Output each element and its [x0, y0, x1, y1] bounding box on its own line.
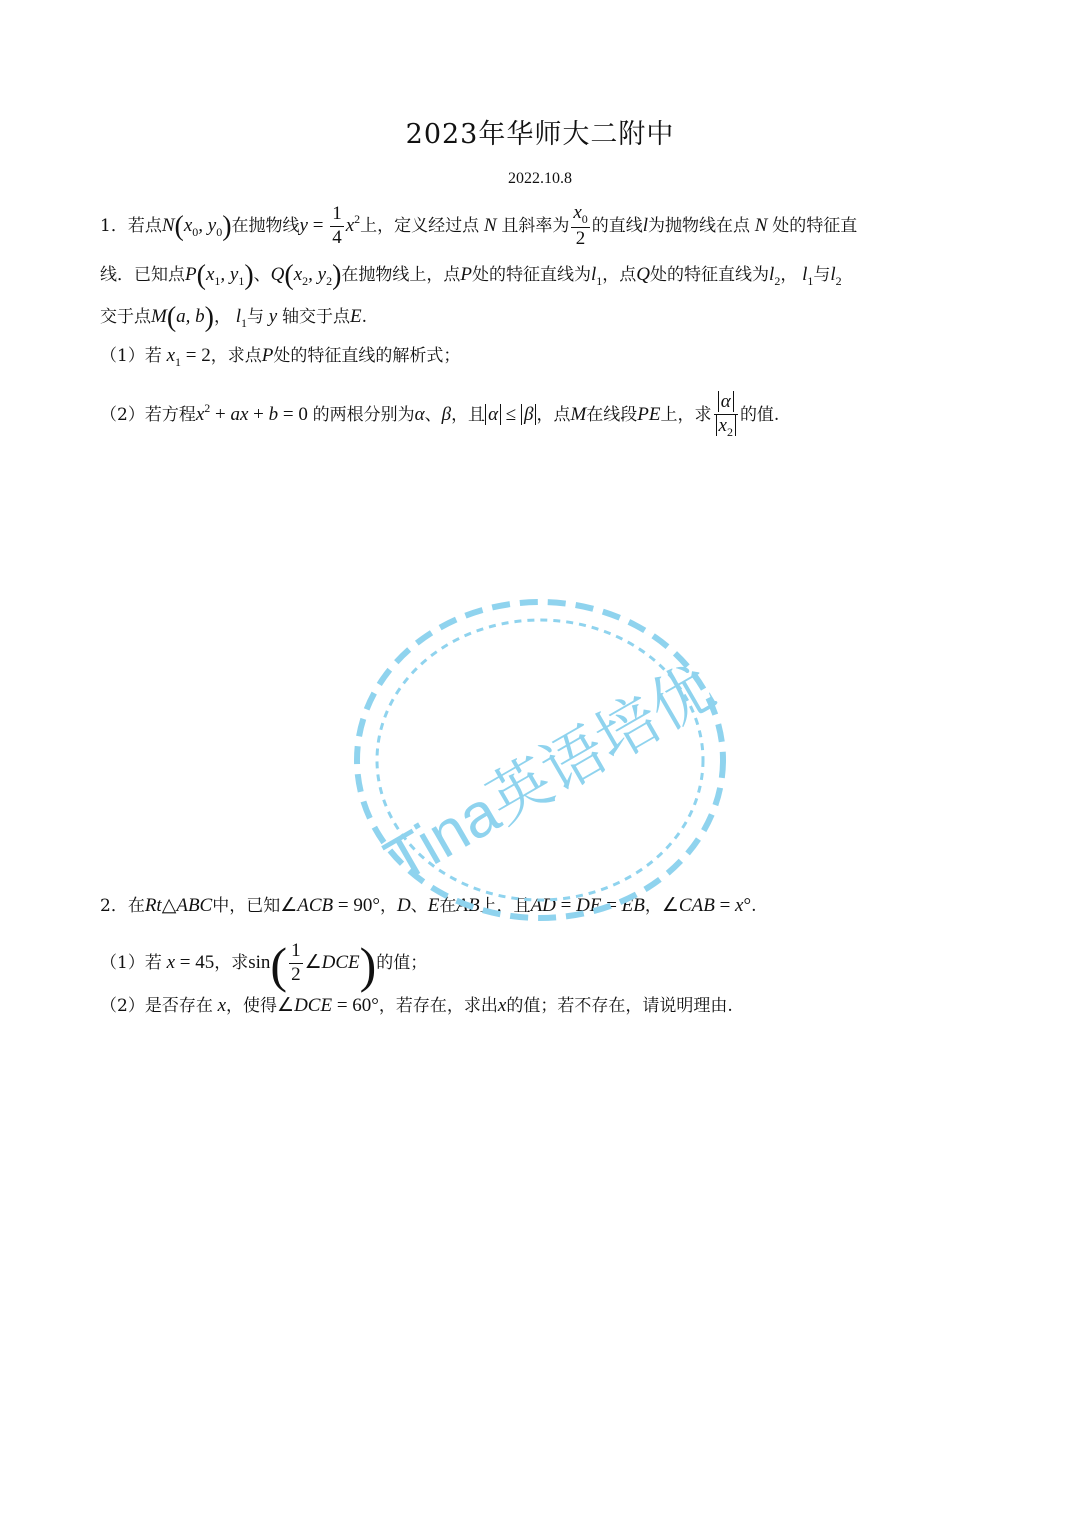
math: E [427, 895, 440, 916]
math: ∠ [280, 895, 298, 916]
q1-text: 与 [247, 307, 265, 327]
q2-part-1 [100, 937, 428, 993]
q1-text: 与 [813, 265, 831, 285]
math: DCE [321, 952, 360, 973]
q2-text: ，使得 [226, 996, 278, 1016]
math: β [521, 404, 536, 425]
q2-part-label: （2）是否存在 [100, 996, 213, 1016]
q1-line-2 [100, 262, 842, 290]
q1-text: ，求点 [210, 346, 262, 366]
math: DE [576, 895, 602, 916]
math: = [714, 895, 736, 916]
math: = 2 [181, 345, 211, 366]
fraction: $\frac{1}{4}$ [332, 203, 342, 249]
math: AD [530, 895, 556, 916]
math: Rt [144, 895, 162, 916]
math: $l_1$ [230, 306, 248, 330]
math: ( [174, 211, 184, 243]
math: ax [230, 404, 249, 426]
q1-part-2 [100, 392, 779, 439]
math: PE [637, 404, 661, 426]
q1-text: ，且 [451, 405, 486, 426]
math: + [210, 404, 231, 426]
math: ∠ [661, 895, 679, 916]
math: y [264, 306, 282, 327]
q1-number: 1． [100, 216, 128, 237]
q2-text: 的值； [376, 953, 428, 973]
q2-text: 、 [410, 896, 428, 916]
q2-text: ，若存在，求出 [378, 996, 498, 1016]
math: y [299, 215, 308, 237]
q1-text: 的值. [739, 405, 780, 426]
math: $x_1$ [161, 345, 182, 369]
math: = 45 [175, 952, 215, 973]
q2-number: 2． [100, 896, 128, 916]
q1-text: 在抛物线 [231, 216, 300, 237]
math: $l_1$ [591, 264, 603, 288]
math: = [307, 215, 329, 237]
q2-text: 中，已知 [212, 896, 281, 916]
math: P [185, 264, 197, 285]
math: △ [161, 895, 177, 916]
math: N [161, 215, 175, 237]
math: = 60° [332, 995, 379, 1016]
math: x [497, 995, 507, 1016]
q1-text: 且斜率为 [501, 216, 570, 237]
exam-date: 2022.10.8 [508, 170, 572, 187]
q1-line-3 [100, 304, 367, 332]
q2-text: ， [380, 896, 397, 916]
math: ) [244, 260, 254, 291]
q1-part-label: （1）若 [100, 346, 162, 366]
math: ) [332, 260, 342, 291]
math: EB [621, 895, 645, 916]
math: DCE [294, 995, 333, 1016]
math: = [601, 895, 622, 916]
q1-part-1 [100, 346, 460, 368]
math: = 0 [278, 404, 313, 426]
q1-text: 若点 [127, 216, 162, 237]
q1-text: 处的特征直 [772, 216, 858, 237]
math: ABC [176, 895, 213, 916]
q1-text: 轴交于点 [281, 307, 350, 327]
q1-text: 线．已知点 [100, 265, 185, 285]
math: ≤ [501, 404, 521, 426]
math: $l_1$ [797, 264, 814, 288]
watermark-text: Tina英语培优 [373, 653, 726, 897]
q2-text: 在 [439, 896, 457, 916]
q2-text: 在 [127, 896, 145, 916]
math: P [261, 345, 274, 366]
math: ) [359, 937, 377, 993]
q1-text: 、 [424, 405, 442, 426]
math: N [750, 215, 773, 237]
fraction: $\frac{x_0}{2}$ [573, 202, 588, 250]
math: = [555, 895, 577, 916]
math: P [460, 264, 473, 285]
q1-text: ， [213, 307, 231, 327]
math: ) [204, 302, 214, 333]
math: $l_2$ [769, 264, 781, 288]
math: E [349, 306, 362, 327]
math: $l_2$ [830, 264, 842, 288]
math: sin [248, 952, 271, 973]
q2-part-label: （1）若 [100, 953, 162, 973]
math: ( [196, 260, 206, 291]
math: ACB [297, 895, 334, 916]
math: M [151, 306, 167, 327]
math: α [414, 404, 425, 426]
math: ) [222, 211, 232, 243]
math: a, b [176, 306, 205, 327]
q1-text: 的两根分别为 [312, 405, 415, 426]
q1-text: 处的特征直线为 [472, 265, 592, 285]
q2-text: 上，且 [479, 896, 531, 916]
math: ( [270, 937, 288, 993]
q1-text: ，点 [602, 265, 637, 285]
q2-text: 的值；若不存在，请说明理由. [506, 996, 733, 1016]
math: N [479, 215, 502, 237]
math: = 90° [333, 895, 380, 916]
q1-text: ， [780, 265, 798, 285]
math: $x_2$, $y_2$ [293, 264, 333, 288]
math: x [161, 952, 176, 973]
q1-part-label: （2）若方程 [100, 405, 196, 426]
math: Q [270, 264, 285, 285]
math: ( [166, 302, 177, 333]
math: l [642, 215, 649, 237]
math: $x^2$ [345, 212, 361, 237]
q1-text: ，点 [536, 405, 571, 426]
q1-text: 处的特征直线的解析式； [273, 346, 461, 366]
fraction: $\frac{1}{2}$ [291, 940, 301, 985]
q1-text: 在线段 [586, 405, 638, 426]
math: ° [743, 895, 752, 916]
q1-text: 处的特征直线为 [650, 265, 770, 285]
math: x [212, 995, 227, 1016]
q1-text: 的直线 [591, 216, 643, 237]
q2-text: ，求 [214, 953, 249, 973]
q1-text: 交于点 [100, 307, 151, 327]
q2-text: . [751, 896, 757, 916]
q1-text: 上，定义经过点 [360, 216, 480, 237]
math: ( [284, 260, 294, 291]
math: $x_0$, $y_0$ [183, 215, 223, 240]
math: β [441, 404, 452, 426]
page-title: 2023年华师大二附中 [405, 119, 675, 150]
q1-text: 为抛物线在点 [648, 216, 751, 237]
math: $x^2$ [195, 401, 211, 426]
math: AB [456, 895, 480, 916]
math: M [570, 404, 587, 426]
watermark-stamp [335, 585, 735, 935]
q1-text: 在抛物线上，点 [341, 265, 461, 285]
fraction: $\frac{\alpha}{x_2}$ [714, 392, 738, 439]
math: x [735, 895, 744, 916]
math: ∠ [304, 952, 322, 973]
q1-text: 、 [253, 265, 271, 285]
q1-line-1 [100, 203, 857, 250]
math: D [397, 895, 411, 916]
q1-text: . [361, 307, 367, 327]
math: CAB [678, 895, 715, 916]
q2-part-2 [100, 996, 733, 1015]
q2-text: ， [644, 896, 662, 916]
q1-text: 上，求 [660, 405, 712, 426]
math: Q [636, 264, 651, 285]
math: b [268, 404, 279, 426]
math: $x_1$, $y_1$ [205, 264, 245, 288]
math: + [248, 404, 269, 426]
math: α [485, 404, 501, 425]
math: ∠ [277, 995, 295, 1016]
